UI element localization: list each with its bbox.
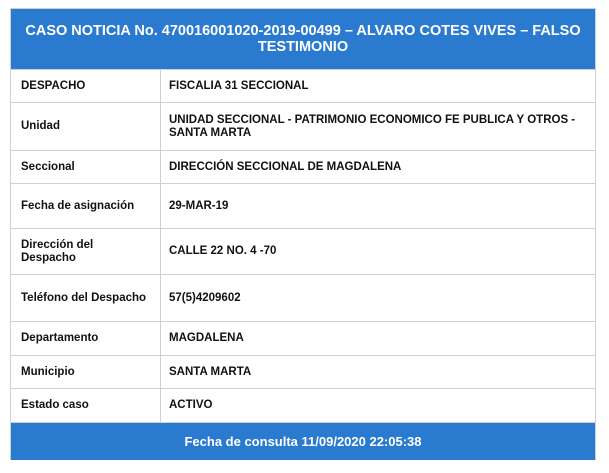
row-telefono-despacho (11, 274, 595, 321)
case-card (10, 8, 596, 460)
row-value: UNIDAD SECCIONAL - PATRIMONIO ECONOMICO FE PUBLICA Y OTROS - SANTA MARTA (169, 113, 576, 139)
row-value: FISCALIA 31 SECCIONAL (169, 79, 309, 92)
row-label: Seccional (11, 151, 161, 183)
case-title: CASO NOTICIA No. 470016001020-2019-00499 – ALVARO COTES VIVES – FALSO TESTIMONIO (11, 9, 595, 69)
row-label: Fecha de asignación (11, 184, 161, 228)
row-value: CALLE 22 NO. 4 -70 (169, 245, 277, 257)
row-unidad (11, 102, 595, 150)
row-label: Teléfono del Despacho (11, 275, 161, 321)
case-details-table (11, 69, 595, 422)
row-value: MAGDALENA (169, 332, 244, 344)
row-label: Estado caso (11, 389, 161, 422)
row-label: Municipio (11, 356, 161, 388)
row-fecha-asignacion (11, 183, 595, 228)
row-despacho (11, 69, 595, 102)
row-label: Unidad (11, 103, 161, 150)
row-direccion-despacho (11, 228, 595, 274)
row-estado-caso (11, 388, 595, 422)
row-municipio (11, 355, 595, 388)
row-departamento (11, 321, 595, 355)
row-label: DESPACHO (11, 70, 161, 102)
row-value: 57(5)4209602 (169, 291, 241, 304)
row-label: Dirección del Despacho (11, 229, 161, 274)
row-value: DIRECCIÓN SECCIONAL DE MAGDALENA (169, 160, 402, 173)
row-seccional (11, 150, 595, 183)
row-value: ACTIVO (169, 399, 213, 411)
row-label: Departamento (11, 322, 161, 355)
consultation-date: Fecha de consulta 11/09/2020 22:05:38 (11, 422, 595, 460)
row-value: SANTA MARTA (169, 365, 252, 378)
row-value: 29-MAR-19 (169, 199, 229, 212)
